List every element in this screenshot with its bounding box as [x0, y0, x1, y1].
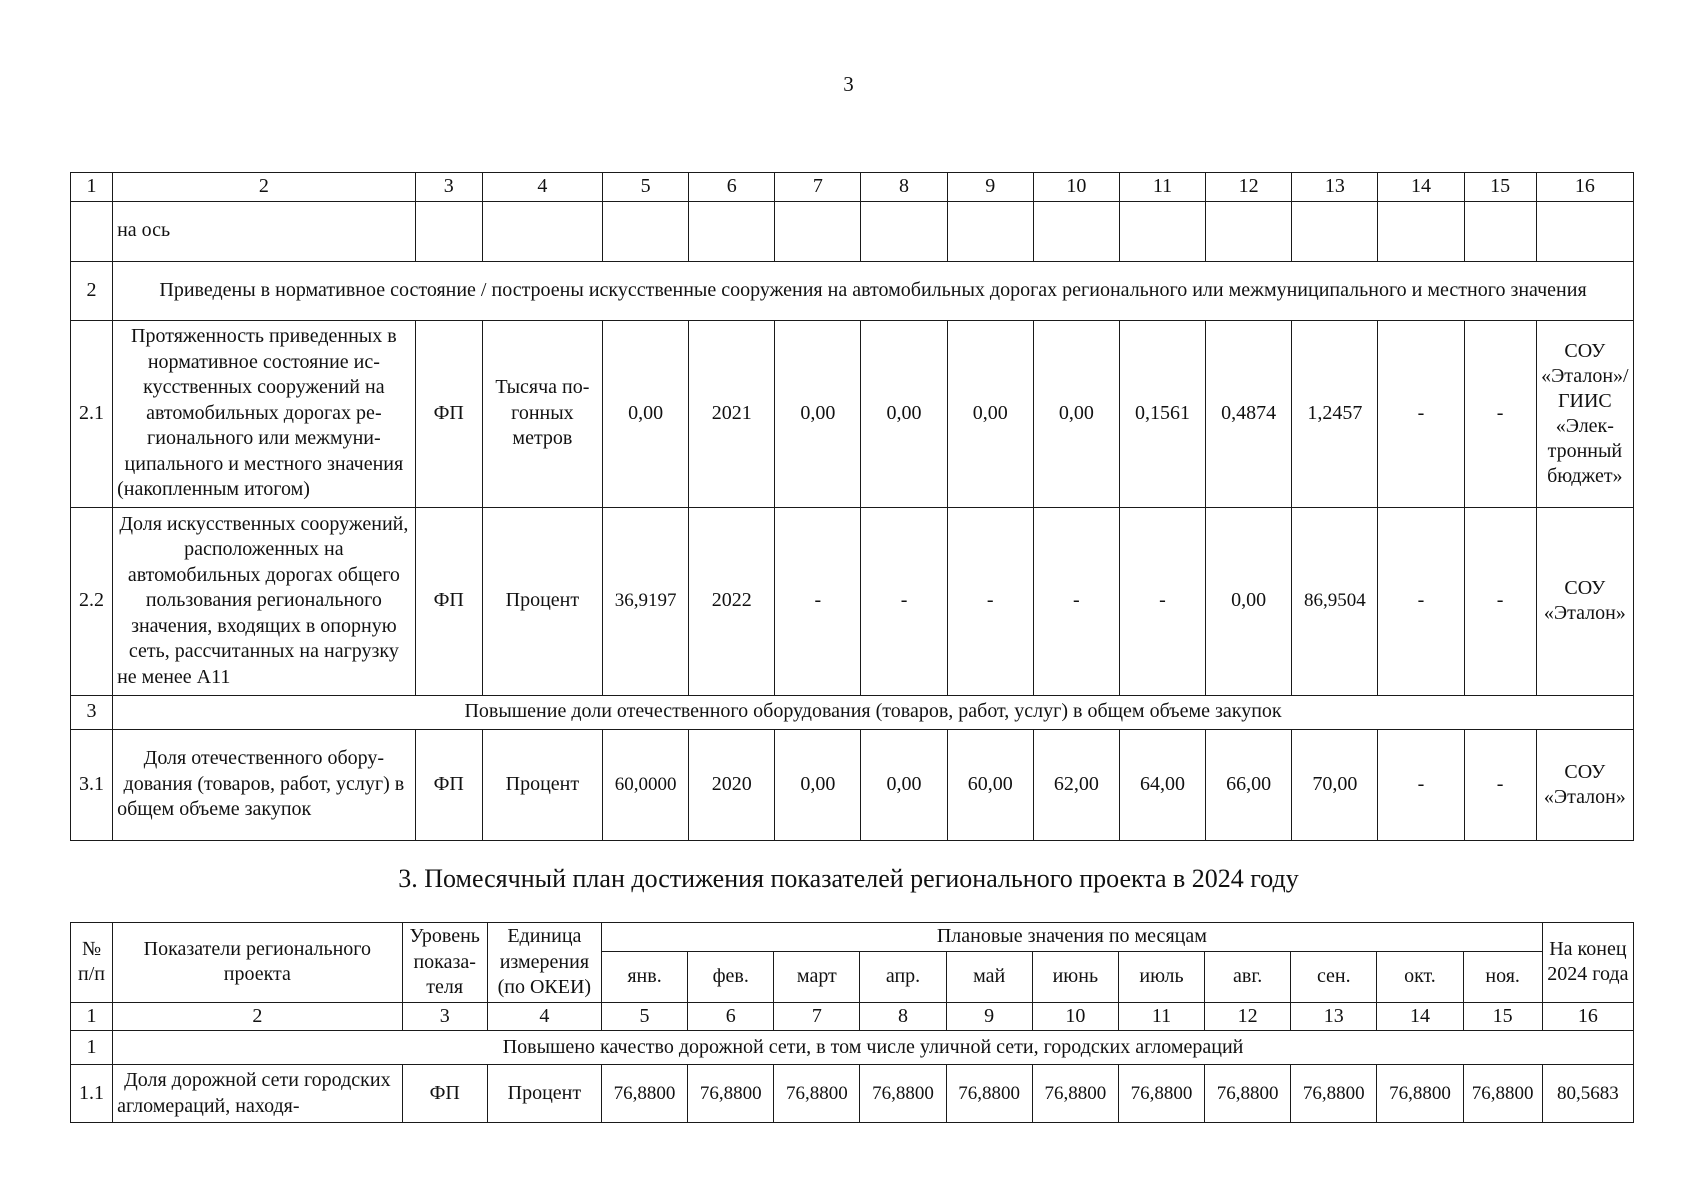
- column-number: 3: [415, 173, 482, 202]
- value-cell: -: [1378, 507, 1464, 695]
- column-number: 10: [1032, 1002, 1118, 1031]
- value-cell: 0,1561: [1119, 320, 1205, 507]
- column-number: 4: [482, 173, 602, 202]
- row-number: 2.2: [71, 507, 113, 695]
- value-cell: 0,00: [861, 729, 947, 840]
- section-title: Повышение доли отечественного оборудования (товаров, работ, услуг) в общем объеме закупок: [113, 695, 1634, 729]
- value-cell: 86,9504: [1292, 507, 1378, 695]
- column-number: 1: [71, 173, 113, 202]
- value-cell: 0,00: [1206, 507, 1292, 695]
- base-value: 36,9197: [603, 507, 689, 695]
- column-number: 6: [689, 173, 775, 202]
- value-cell: -: [1119, 507, 1205, 695]
- row-number: 3.1: [71, 729, 113, 840]
- indicator-level: ФП: [415, 729, 482, 840]
- value-cell: -: [775, 507, 861, 695]
- column-number-row: [71, 1002, 1634, 1031]
- header-planned: Плановые значения по месяцам: [601, 923, 1542, 952]
- page-number: 3: [843, 72, 854, 96]
- value-cell: 66,00: [1206, 729, 1292, 840]
- table-row: [71, 320, 1634, 507]
- data-source: СОУ «Эталон»: [1536, 507, 1633, 695]
- value-cell: -: [1464, 729, 1536, 840]
- column-number: 15: [1463, 1002, 1542, 1031]
- column-number: 12: [1206, 173, 1292, 202]
- indicator-name: на ось: [113, 201, 416, 261]
- column-number: 12: [1205, 1002, 1291, 1031]
- month-value: 76,8800: [946, 1065, 1032, 1123]
- base-year: 2022: [689, 507, 775, 695]
- row-number: 2.1: [71, 320, 113, 507]
- table-row: [71, 1065, 1634, 1123]
- value-cell: 64,00: [1119, 729, 1205, 840]
- table-row: [71, 201, 1634, 261]
- header-unit: Единица измерения (по ОКЕИ): [487, 923, 601, 1003]
- column-number: 2: [113, 1002, 403, 1031]
- column-number: 5: [603, 173, 689, 202]
- column-number: 9: [946, 1002, 1032, 1031]
- indicator-name: Протяженность приведенных в нормативное состояние искусственных сооружений на автомобильных дорогах регионального или межмуниципального и местного значения (накопленным итогом): [113, 320, 416, 507]
- column-number: 4: [487, 1002, 601, 1031]
- base-value: 0,00: [603, 320, 689, 507]
- base-value: 60,0000: [603, 729, 689, 840]
- indicator-name: Доля искусственных сооружений, расположенных на автомобильных дорогах общего пользования регионального значения, входящих в опорную сеть, рассчитанных на нагрузку не менее А11: [113, 507, 416, 695]
- column-number: 16: [1536, 173, 1633, 202]
- value-cell: -: [1464, 320, 1536, 507]
- month-header: июль: [1118, 951, 1204, 1002]
- indicator-level: ФП: [415, 507, 482, 695]
- section-row: [71, 261, 1634, 320]
- end-of-year-value: 80,5683: [1542, 1065, 1633, 1123]
- month-header: ноя.: [1463, 951, 1542, 1002]
- month-value: 76,8800: [1118, 1065, 1204, 1123]
- unit: Процент: [482, 729, 602, 840]
- month-header: сен.: [1291, 951, 1377, 1002]
- column-number: 7: [775, 173, 861, 202]
- section-title: Приведены в нормативное состояние / построены искусственные сооружения на автомобильных дорогах регионального или межмуниципального и местного значения: [113, 261, 1634, 320]
- base-year: 2020: [689, 729, 775, 840]
- value-cell: -: [1464, 507, 1536, 695]
- column-number: 16: [1542, 1002, 1633, 1031]
- value-cell: 0,4874: [1206, 320, 1292, 507]
- section-row: [71, 1031, 1634, 1065]
- section-heading: 3. Помесячный план достижения показателей регионального проекта в 2024 году: [398, 864, 1299, 893]
- column-number: 7: [774, 1002, 860, 1031]
- month-value: 76,8800: [1032, 1065, 1118, 1123]
- unit: Процент: [487, 1065, 601, 1123]
- header-end-of-year: На конец 2024 года: [1542, 923, 1633, 1003]
- column-number: 1: [71, 1002, 113, 1031]
- column-number: 9: [947, 173, 1033, 202]
- column-number: 6: [688, 1002, 774, 1031]
- value-cell: 1,2457: [1292, 320, 1378, 507]
- value-cell: 0,00: [775, 320, 861, 507]
- indicators-table: [70, 172, 1634, 841]
- month-value: 76,8800: [1291, 1065, 1377, 1123]
- value-cell: -: [1378, 320, 1464, 507]
- column-number: 14: [1378, 173, 1464, 202]
- value-cell: 0,00: [775, 729, 861, 840]
- column-number: 14: [1377, 1002, 1463, 1031]
- column-number: 8: [861, 173, 947, 202]
- section-number: 1: [71, 1031, 113, 1065]
- value-cell: 0,00: [947, 320, 1033, 507]
- month-value: 76,8800: [1205, 1065, 1291, 1123]
- column-number: 2: [113, 173, 416, 202]
- month-value: 76,8800: [688, 1065, 774, 1123]
- indicator-name: Доля отечественного оборудования (товаров, работ, услуг) в общем объеме закупок: [113, 729, 416, 840]
- table-row: [71, 729, 1634, 840]
- value-cell: 60,00: [947, 729, 1033, 840]
- section-number: 2: [71, 261, 113, 320]
- column-number: 3: [402, 1002, 487, 1031]
- column-number: 11: [1119, 173, 1205, 202]
- column-number-row: [71, 173, 1634, 202]
- header-indicator: Показатели регионального проекта: [113, 923, 403, 1003]
- column-number: 13: [1292, 173, 1378, 202]
- month-header: май: [946, 951, 1032, 1002]
- month-header: янв.: [601, 951, 687, 1002]
- column-number: 8: [860, 1002, 946, 1031]
- column-number: 11: [1118, 1002, 1204, 1031]
- section-title: Повышено качество дорожной сети, в том числе уличной сети, городских агломераций: [113, 1031, 1634, 1065]
- section-number: 3: [71, 695, 113, 729]
- base-year: 2021: [689, 320, 775, 507]
- row-number: 1.1: [71, 1065, 113, 1123]
- header-row: [71, 923, 1634, 952]
- month-header: фев.: [688, 951, 774, 1002]
- month-header: окт.: [1377, 951, 1463, 1002]
- month-header: апр.: [860, 951, 946, 1002]
- month-header: авг.: [1205, 951, 1291, 1002]
- month-value: 76,8800: [860, 1065, 946, 1123]
- column-number: 15: [1464, 173, 1536, 202]
- month-value: 76,8800: [601, 1065, 687, 1123]
- indicator-level: ФП: [415, 320, 482, 507]
- unit: Тысяча погонных метров: [482, 320, 602, 507]
- column-number: 10: [1033, 173, 1119, 202]
- month-header: июнь: [1032, 951, 1118, 1002]
- column-number: 13: [1291, 1002, 1377, 1031]
- month-value: 76,8800: [1377, 1065, 1463, 1123]
- indicator-name: Доля дорожной сети городских агломераций, находя-: [113, 1065, 403, 1123]
- unit: Процент: [482, 507, 602, 695]
- monthly-plan-table: [70, 922, 1634, 1123]
- value-cell: 70,00: [1292, 729, 1378, 840]
- data-source: СОУ «Эталон»: [1536, 729, 1633, 840]
- column-number: 5: [601, 1002, 687, 1031]
- header-level: Уровень показателя: [402, 923, 487, 1003]
- month-header: март: [774, 951, 860, 1002]
- value-cell: 62,00: [1033, 729, 1119, 840]
- indicator-level: ФП: [402, 1065, 487, 1123]
- data-source: СОУ «Эталон»/ ГИИС «Электронный бюджет»: [1536, 320, 1633, 507]
- value-cell: -: [1378, 729, 1464, 840]
- section-row: [71, 695, 1634, 729]
- value-cell: -: [947, 507, 1033, 695]
- header-number: № п/п: [71, 923, 113, 1003]
- value-cell: 0,00: [861, 320, 947, 507]
- table-row: [71, 507, 1634, 695]
- month-value: 76,8800: [774, 1065, 860, 1123]
- value-cell: -: [1033, 507, 1119, 695]
- value-cell: 0,00: [1033, 320, 1119, 507]
- value-cell: -: [861, 507, 947, 695]
- month-value: 76,8800: [1463, 1065, 1542, 1123]
